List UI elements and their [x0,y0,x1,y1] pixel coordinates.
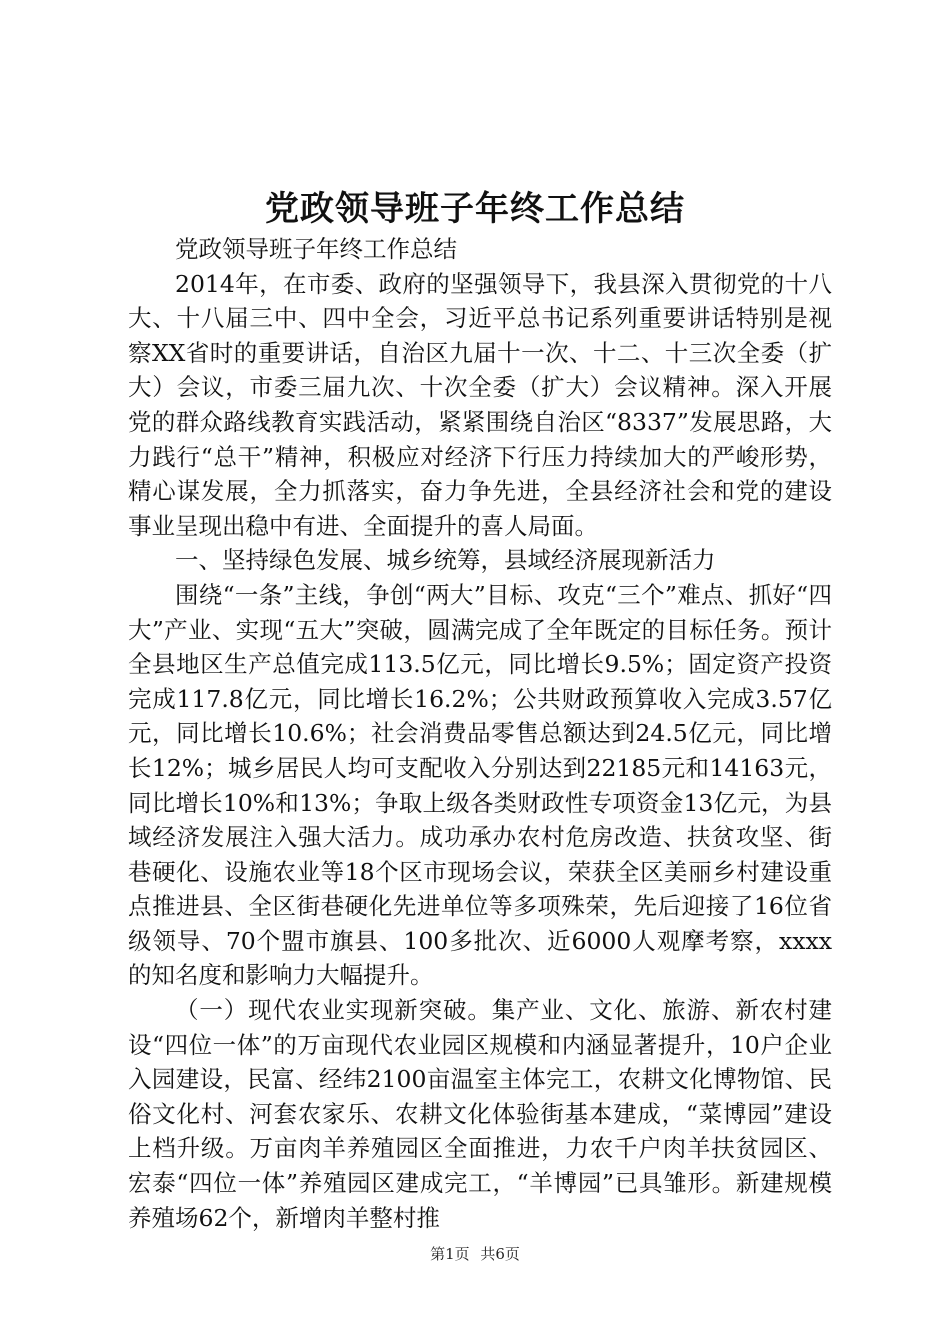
page-footer [0,1244,950,1264]
paragraph-economy: 围绕“一条”主线，争创“两大”目标、攻克“三个”难点、抓好“四大”产业、实现“五大”突破，圆满完成了全年既定的目标任务。预计全县地区生产总值完成113.5亿元，同比增长9.5%；固定资产投资完成117.8亿元，同比增长16.2%；公共财政预算收入完成3.57亿元，同比增长10.6%；社会消费品零售总额达到24.5亿元，同比增长12%；城乡居民人均可支配收入分别达到22185元和14163元，同比增长10%和13%；争取上级各类财政性专项资金13亿元，为县域经济发展注入强大活力。成功承办农村危房改造、扶贫攻坚、街巷硬化、设施农业等18个区市现场会议，荣获全区美丽乡村建设重点推进县、全区街巷硬化先进单位等多项殊荣，先后迎接了16位省级领导、70个盟市旗县、100多批次、近6000人观摩考察，xxxx的知名度和影响力大幅提升。 [128,580,832,990]
paragraph-heading: 党政领导班子年终工作总结 [175,235,457,263]
document-body [128,232,832,1235]
paragraph-intro: 2014年，在市委、政府的坚强领导下，我县深入贯彻党的十八大、十八届三中、四中全会，习近平总书记系列重要讲话特别是视察XX省时的重要讲话，自治区九届十一次、十二、十三次全委（扩大）会议，市委三届九次、十次全委（扩大）会议精神。深入开展党的群众路线教育实践活动，紧紧围绕自治区“8337”发展思路，大力践行“总干”精神，积极应对经济下行压力持续加大的严峻形势，精心谋发展，全力抓落实，奋力争先进，全县经济社会和党的建设事业呈现出稳中有进、全面提升的喜人局面。 [128,269,832,540]
document-title: 党政领导班子年终工作总结 [265,189,685,229]
page-total: 共6页 [480,1245,520,1263]
section-heading: 一、坚持绿色发展、城乡统筹，县域经济展现新活力 [175,546,716,575]
paragraph-agriculture: （一）现代农业实现新突破。集产业、文化、旅游、新农村建设“四位一体”的万亩现代农业园区规模和内涵显著提升，10户企业入园建设，民富、经纬2100亩温室主体完工，农耕文化博物馆、民俗文化村、河套农家乐、农耕文化体验街基本建成，“菜博园”建设上档升级。万亩肉羊养殖园区全面推进，力农千户肉羊扶贫园区、宏泰“四位一体”养殖园区建成完工，“羊博园”已具雏形。新建规模养殖场62个，新增肉羊整村推 [128,996,832,1232]
page-number: 第1页 [430,1245,470,1263]
